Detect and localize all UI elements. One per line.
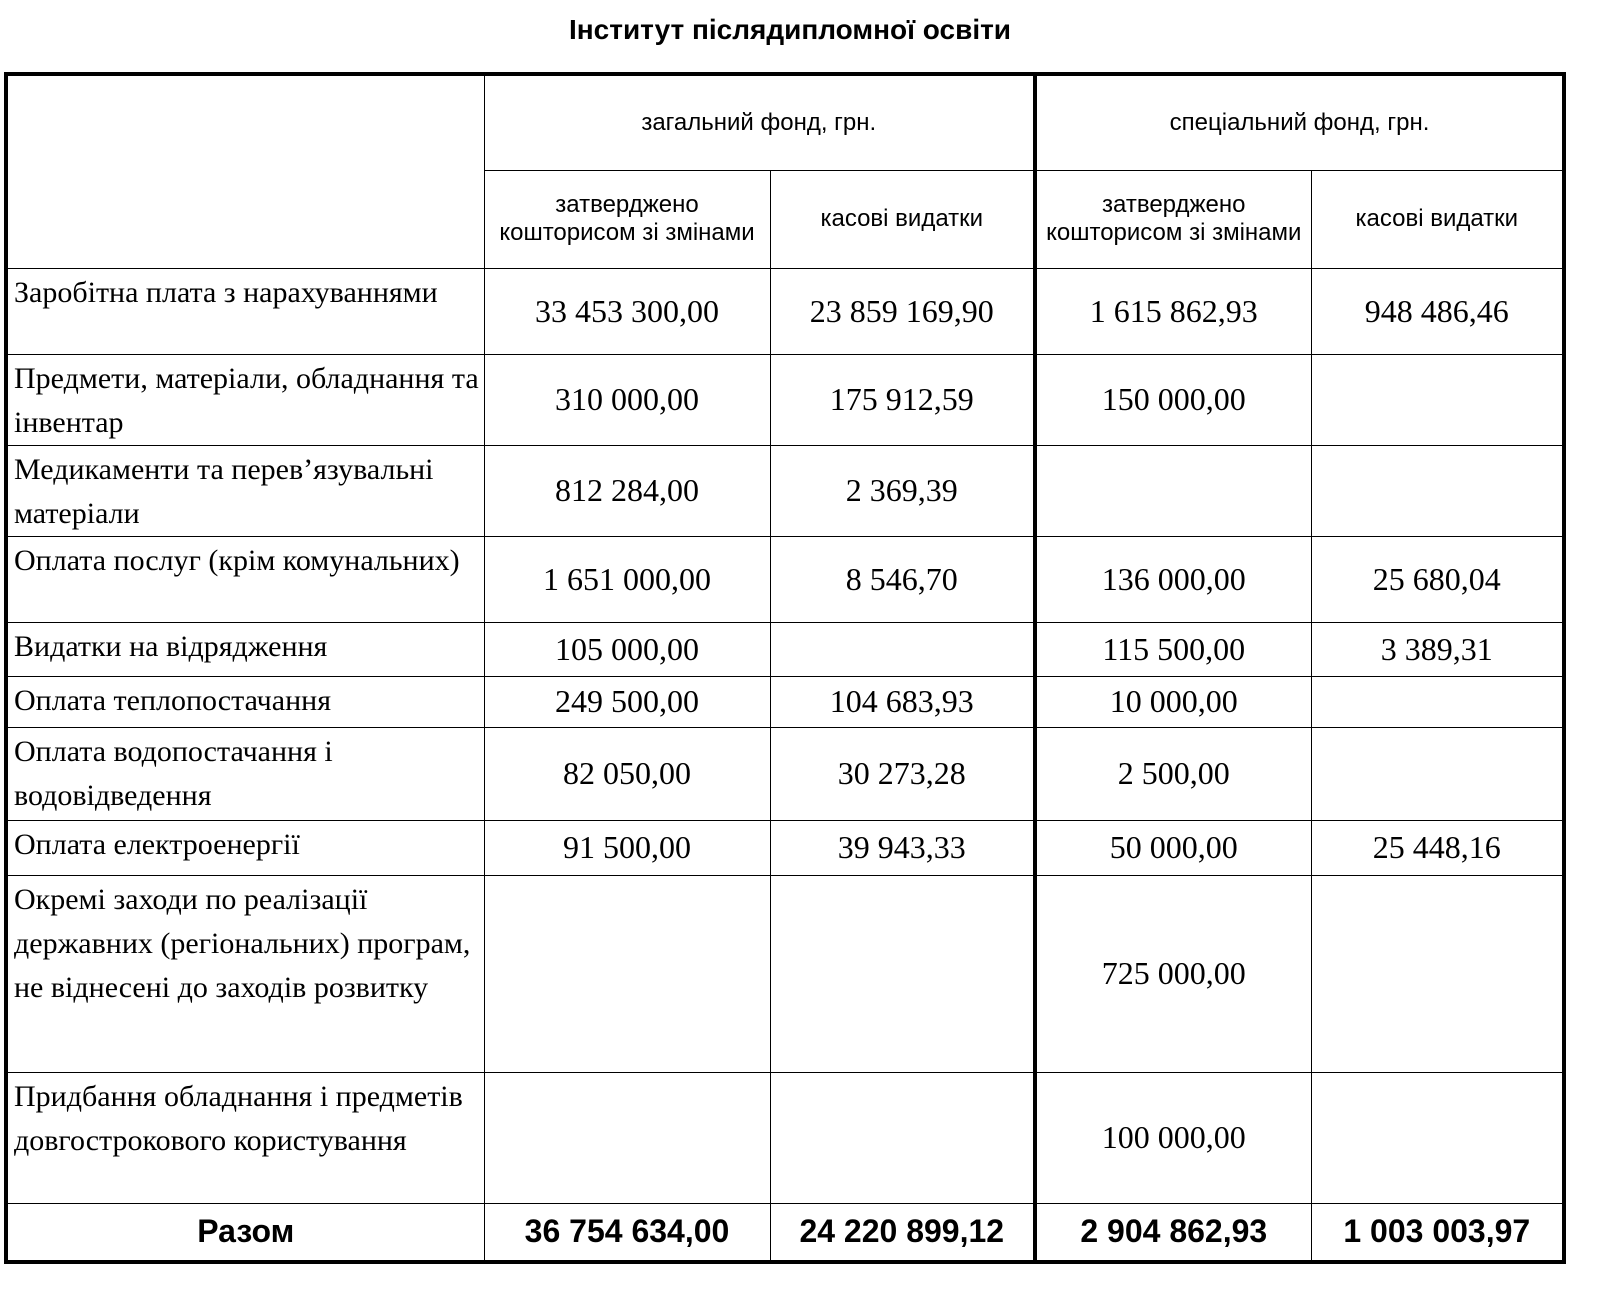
table-row	[6, 820, 1564, 875]
cell-special-cash: 948 486,46	[1311, 268, 1564, 354]
cell-general-approved: 105 000,00	[484, 622, 770, 676]
table-row	[6, 622, 1564, 676]
row-label: Оплата послуг (крім комунальних)	[6, 536, 484, 622]
header-special-approved: затверджено кошторисом зі змінами	[1035, 170, 1311, 268]
table-row	[6, 875, 1564, 1072]
cell-general-cash: 175 912,59	[770, 354, 1035, 445]
total-label: Разом	[6, 1203, 484, 1262]
row-label: Оплата теплопостачання	[6, 676, 484, 727]
total-general-cash: 24 220 899,12	[770, 1203, 1035, 1262]
total-special-approved: 2 904 862,93	[1035, 1203, 1311, 1262]
budget-table	[4, 72, 1566, 1264]
cell-special-cash: 3 389,31	[1311, 622, 1564, 676]
table-row	[6, 676, 1564, 727]
cell-general-cash: 39 943,33	[770, 820, 1035, 875]
cell-general-approved: 1 651 000,00	[484, 536, 770, 622]
row-label: Окремі заходи по реалізації державних (регіональних) програм, не віднесені до заходів розвитку	[6, 875, 484, 1072]
table-row	[6, 536, 1564, 622]
cell-general-cash	[770, 622, 1035, 676]
header-general-cash: касові видатки	[770, 170, 1035, 268]
cell-special-approved: 50 000,00	[1035, 820, 1311, 875]
row-label: Медикаменти та перев’язувальні матеріали	[6, 445, 484, 536]
cell-general-approved: 33 453 300,00	[484, 268, 770, 354]
header-general-approved: затверджено кошторисом зі змінами	[484, 170, 770, 268]
cell-general-approved	[484, 1072, 770, 1203]
row-label: Придбання обладнання і предметів довгострокового користування	[6, 1072, 484, 1203]
cell-special-approved: 2 500,00	[1035, 727, 1311, 820]
cell-general-approved: 310 000,00	[484, 354, 770, 445]
row-label: Оплата електроенергії	[6, 820, 484, 875]
total-row	[6, 1203, 1564, 1262]
cell-general-approved: 91 500,00	[484, 820, 770, 875]
total-special-cash: 1 003 003,97	[1311, 1203, 1564, 1262]
table-row	[6, 1072, 1564, 1203]
table-row	[6, 268, 1564, 354]
table-row	[6, 727, 1564, 820]
cell-special-cash: 25 448,16	[1311, 820, 1564, 875]
cell-special-cash	[1311, 1072, 1564, 1203]
cell-special-approved: 10 000,00	[1035, 676, 1311, 727]
cell-special-approved	[1035, 445, 1311, 536]
header-general-fund: загальний фонд, грн.	[484, 74, 1035, 170]
cell-general-cash: 2 369,39	[770, 445, 1035, 536]
cell-special-approved: 1 615 862,93	[1035, 268, 1311, 354]
cell-special-approved: 150 000,00	[1035, 354, 1311, 445]
page-title: Інститут післядипломної освіти	[568, 14, 1012, 45]
row-label: Предмети, матеріали, обладнання та інвентар	[6, 354, 484, 445]
header-row-funds	[6, 74, 1564, 170]
cell-special-approved: 115 500,00	[1035, 622, 1311, 676]
header-special-cash: касові видатки	[1311, 170, 1564, 268]
cell-general-approved: 249 500,00	[484, 676, 770, 727]
cell-special-approved: 136 000,00	[1035, 536, 1311, 622]
total-general-approved: 36 754 634,00	[484, 1203, 770, 1262]
cell-special-cash	[1311, 445, 1564, 536]
table-row	[6, 445, 1564, 536]
row-label: Оплата водопостачання і водовідведення	[6, 727, 484, 820]
row-label: Заробітна плата з нарахуваннями	[6, 268, 484, 354]
cell-special-cash	[1311, 354, 1564, 445]
cell-special-approved: 100 000,00	[1035, 1072, 1311, 1203]
cell-general-approved: 812 284,00	[484, 445, 770, 536]
cell-general-cash: 104 683,93	[770, 676, 1035, 727]
cell-special-cash	[1311, 875, 1564, 1072]
table-row	[6, 354, 1564, 445]
cell-special-cash	[1311, 676, 1564, 727]
header-special-fund: спеціальний фонд, грн.	[1035, 74, 1564, 170]
cell-general-cash: 8 546,70	[770, 536, 1035, 622]
cell-general-cash	[770, 875, 1035, 1072]
row-label: Видатки на відрядження	[6, 622, 484, 676]
cell-general-approved: 82 050,00	[484, 727, 770, 820]
cell-special-cash	[1311, 727, 1564, 820]
cell-general-cash	[770, 1072, 1035, 1203]
header-corner-cell	[6, 74, 484, 268]
cell-general-cash: 30 273,28	[770, 727, 1035, 820]
cell-general-cash: 23 859 169,90	[770, 268, 1035, 354]
cell-general-approved	[484, 875, 770, 1072]
cell-special-cash: 25 680,04	[1311, 536, 1564, 622]
cell-special-approved: 725 000,00	[1035, 875, 1311, 1072]
